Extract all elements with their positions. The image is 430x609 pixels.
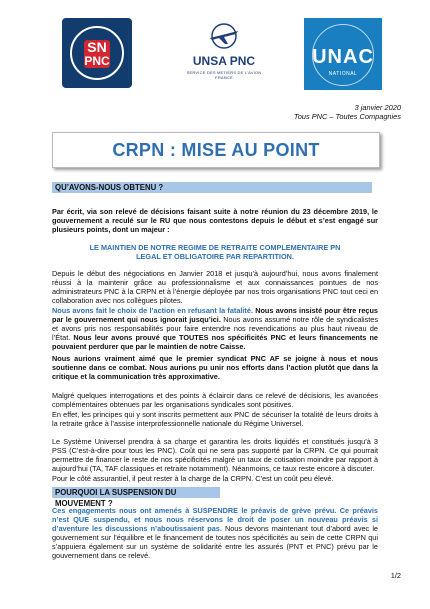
unac-logo-tagline: NATIONAL — [328, 71, 358, 77]
paragraph-interrogations: Malgré quelques interrogations et des points à éclaircir dans ce relevé de décisions, les avancées complémentaires obtenues par les organisations syndicales sont positives. — [52, 391, 378, 410]
action-bold-1: Nous avons insisté pour être reçus par le gouvernement qui nous ignorait jusqu’ici. — [52, 306, 378, 325]
paragraph-insurance: Pour le côté assurantiel, il peut rester à la charge de la CRPN. C’est un coût peu élevé. — [52, 474, 334, 483]
document-date: 3 janvier 2020 — [354, 103, 401, 112]
paragraph-first-union: Nous aurions vraiment aimé que le premier syndicat PNC AF se joigne à nous et nous soutienne dans ce combat. Nous aurions pu unir nos efforts dans l’action plutôt que dans la critique et la communication très approximative. — [52, 354, 378, 382]
action-bold-2: Nous leur avons prouvé que TOUTES nos spécificités PNC et leurs financements ne pouvaient perdurer que par le maintien de notre Caisse. — [52, 333, 378, 352]
paragraph-intro: Par écrit, via son relevé de décisions faisant suite à notre réunion du 23 décembre 2019, le gouvernement a reculé sur le RU que nous contestons depuis le début et s’est engagé sur plusieurs points, dont un majeur : — [52, 207, 378, 235]
page-title: CRPN : MISE AU POINT — [112, 140, 320, 160]
page-number: 1/2 — [390, 571, 401, 580]
page-title-box — [52, 132, 380, 168]
unsa-logo-tagline: SERVICE DES METIERS DE L'AVION FRANCE — [186, 70, 262, 80]
logos-row — [62, 18, 382, 90]
paragraph-suspension — [52, 506, 378, 561]
section-heading-text: QU’AVONS-NOUS OBTENU ? — [55, 183, 164, 192]
action-text: Nous avons assumé notre rôle de syndicalistes et avons pris nos responsabilités pour faire entendre nos revendications au plus haut niveau de l’État. — [52, 315, 379, 343]
snpnc-logo — [62, 18, 132, 88]
section-heading-suspension — [52, 487, 220, 508]
paragraph-universal-system: Le Système Universel prendra à sa charge et garantira les droits liquidés et constitués jusqu’à 3 PSS (C’est-à-dire pour tous les PNC). Coût qui ne sera pas supporté par la CRPN. Ce qui pourrait permettre de financer le reste de nos spécificités malgré un taux de cotisation moindre par rapport à aujourd’hui (TA, TAF classiques et retraite notamment). Néanmoins, ce taux reste encore à discuter. — [52, 437, 378, 474]
paragraph-action — [52, 306, 378, 351]
paragraph-principles: En effet, les principes qui y sont inscrits permettent aux PNC de sécuriser la totalité de leurs droits à la retraite grâce à l’assise interprofessionnelle nationale du Régime Universel. — [52, 410, 378, 429]
unsa-logo-name: UNSA PNC — [192, 54, 256, 68]
unac-logo — [304, 18, 382, 90]
section-heading-text: POURQUOI LA SUSPENSION DU MOUVEMENT ? — [55, 488, 177, 508]
suspension-text: Nous devons maintenant tout d’abord avec le gouvernement sur l’équilibre et le financement de toutes nos spécificités au sein de cette CRPN qui s’appuiera également sur un système de solidarité entre les assurés (PNT et PNC) prévu par le gouvernement dans ce relevé. — [52, 524, 378, 561]
section-heading-obtained — [52, 182, 372, 193]
action-lead: Nous avons fait le choix de l’action en refusant la fatalité. — [52, 306, 253, 315]
unsa-logo — [184, 22, 264, 88]
document-audience: Tous PNC – Toutes Compagnies — [293, 112, 401, 121]
date-block — [294, 103, 401, 121]
snpnc-logo-text-2: PNC — [84, 54, 110, 68]
paragraph-negotiations: Depuis le début des négociations en Janvier 2018 et jusqu’à aujourd’hui, nous avons finalement réussi à la maintenir grâce au professionnalisme et aux connaissances pointues de nos administrateurs PNC à la CRPN et à l’énergie déployée par nos trois organisations PNC tout ceci en collaboration avec nos collègues pilotes. — [52, 269, 378, 306]
snpnc-logo-text-1: SN — [87, 39, 107, 55]
unac-logo-name: UNAC — [312, 46, 374, 68]
highlight-regime: LE MAINTIEN DE NOTRE REGIME DE RETRAITE COMPLEMENTAIRE PN LEGAL ET OBLIGATOIRE PAR REPARTITION. — [89, 243, 341, 262]
suspension-lead: Ces engagements nous ont amenés à SUSPENDRE le préavis de grève prévu. Ce préavis n’est QUE suspendu, et nous nous réservons le droit de poser un nouveau préavis si d’aventure les discussions n’aboutissaient pas. — [52, 506, 378, 534]
plane-icon — [206, 22, 242, 50]
